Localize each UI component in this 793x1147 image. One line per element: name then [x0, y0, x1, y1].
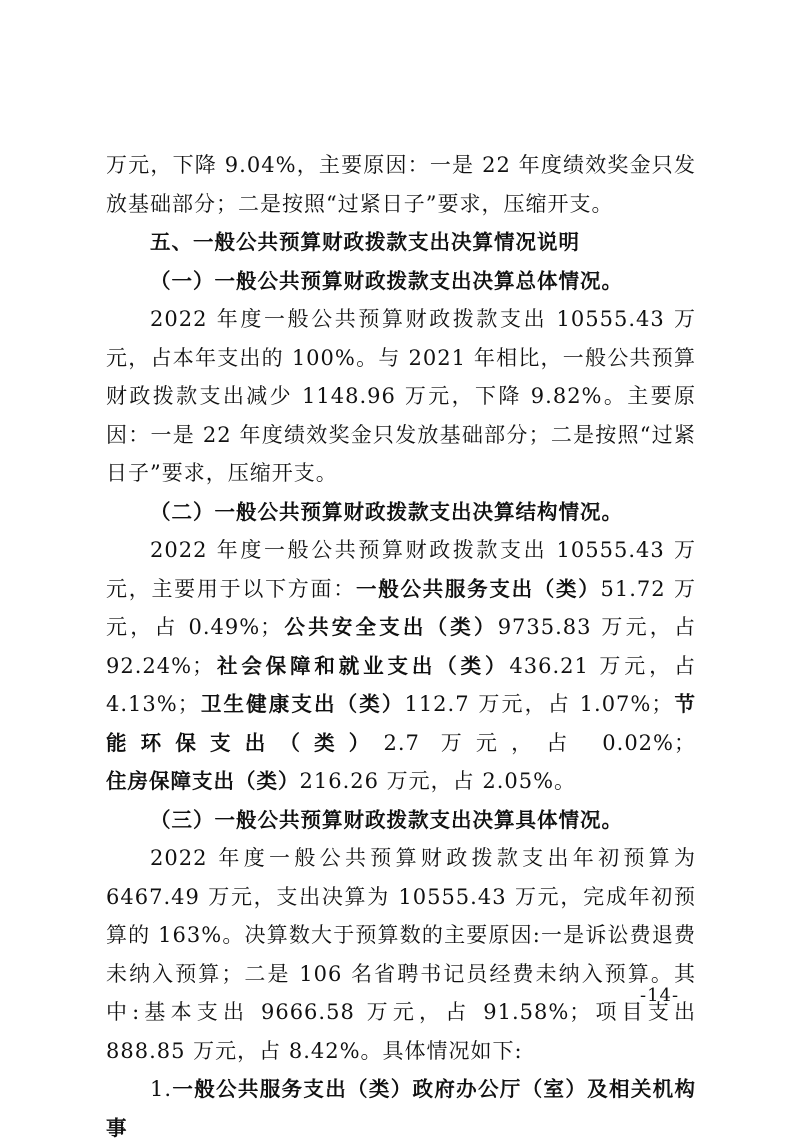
paragraph-continued: 万元，下降 9.04%，主要原因：一是 22 年度绩效奖金只发放基础部分；二是按照“过紧日子”要求，压缩开支。: [106, 153, 696, 216]
item-1-heading: [106, 1070, 696, 1147]
category-label: 住房保障支出（类）: [106, 769, 300, 793]
category-value: 51.72 万元，占 0.49%；: [106, 576, 697, 639]
body-text: [106, 146, 696, 1147]
category-label: 卫生健康支出（类）: [199, 692, 405, 716]
category-value: 436.21 万元，占 4.13%；: [106, 653, 697, 716]
category-label: 节能环保支出（类）: [106, 692, 696, 755]
category-value: 112.7 万元，占 1.07%；: [404, 692, 674, 716]
item-1-number: 1.: [150, 1077, 173, 1101]
subheading-overall: （一）一般公共预算财政拨款支出决算总体情况。: [150, 268, 623, 293]
category-label: 公共安全支出（类）: [282, 615, 498, 639]
category-label: 一般公共服务支出（类）: [356, 576, 601, 601]
section-heading-five: 五、一般公共预算财政拨款支出决算情况说明: [150, 230, 580, 254]
page-number: -14-: [640, 985, 680, 1006]
category-value: 9735.83 万元，占 92.24%；: [106, 615, 697, 678]
paragraph-overall: 2022 年度一般公共预算财政拨款支出 10555.43 万元，占本年支出的 100%。与 2021 年相比，一般公共预算财政拨款支出减少 1148.96 万元，下降 9.82%。主要原因：一是 22 年度绩效奖金只发放基础部分；二是按照“过紧日子”要求，压缩开支。: [106, 307, 696, 485]
subheading-structure: （二）一般公共预算财政拨款支出决算结构情况。: [150, 499, 623, 524]
item-1-text: 一般公共服务支出（类）政府办公厅（室）及相关机构事: [106, 1077, 696, 1140]
category-value: 2.7 万元，占 0.02%；: [383, 730, 696, 755]
paragraph-detail: 2022 年度一般公共预算财政拨款支出年初预算为 6467.49 万元，支出决算为 10555.43 万元，完成年初预算的 163%。决算数大于预算数的主要原因:一是诉讼费退费未纳入预算；二是 106 名省聘书记员经费未纳入预算。其中:基本支出 9666.58 万元，占 91.58%；项目支出 888.85 万元，占 8.42%。具体情况如下:: [106, 846, 696, 1063]
structure-intro: 2022 年度一般公共预算财政拨款支出 10555.43 万元，主要用于以下方面：: [106, 538, 696, 601]
category-value: 216.26 万元，占 2.05%。: [299, 769, 577, 793]
paragraph-structure: [106, 531, 696, 801]
category-label: 社会保障和就业支出（类）: [214, 653, 510, 678]
subheading-detail: （三）一般公共预算财政拨款支出决算具体情况。: [150, 807, 623, 832]
